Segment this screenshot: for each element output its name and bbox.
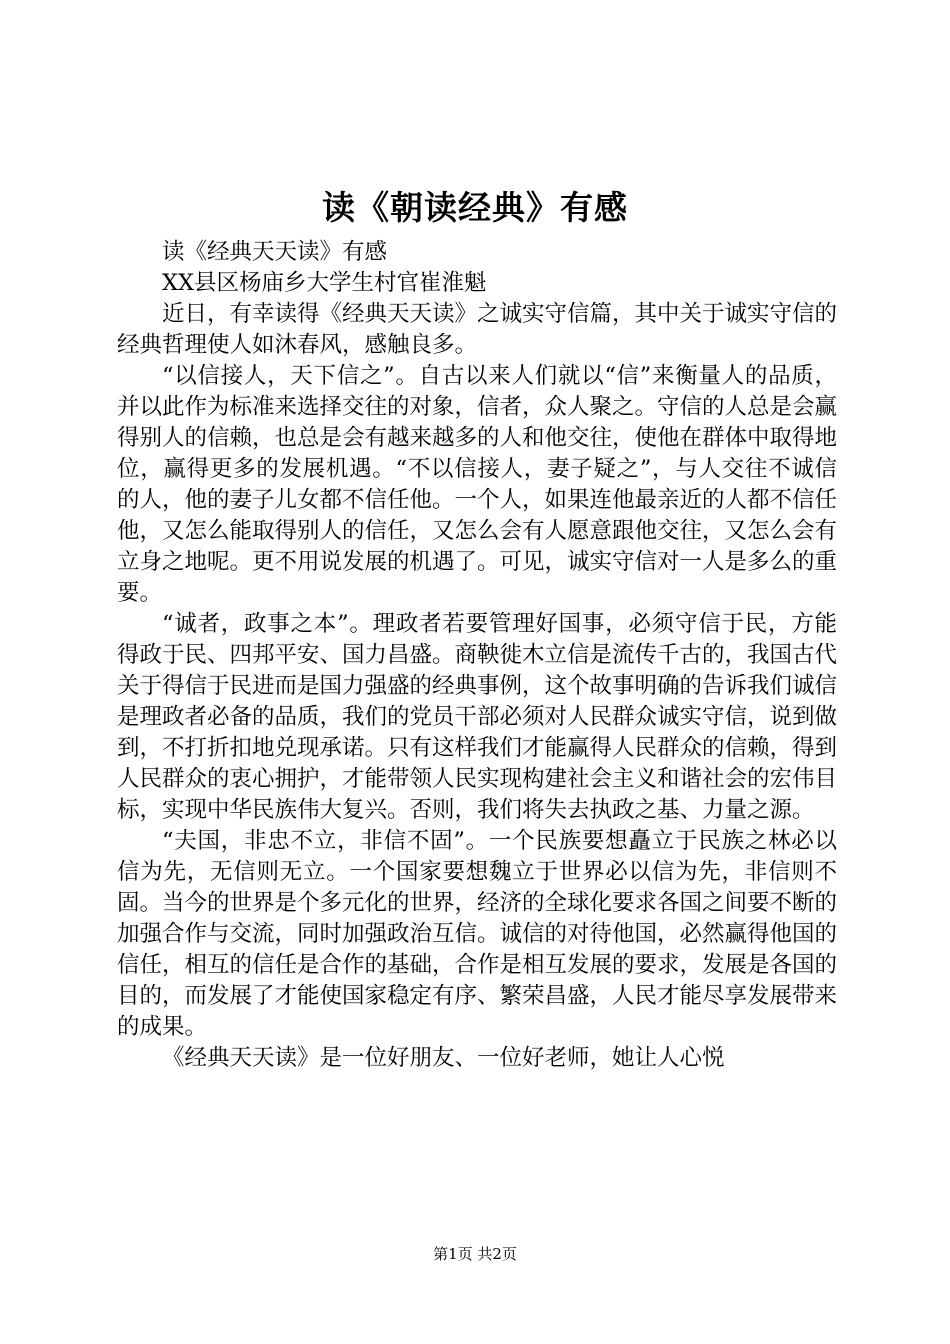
body-paragraph: “以信接人，天下信之”。自古以来人们就以“信”来衡量人的品质，并以此作为标准来选择交往的对象，信者，众人聚之。守信的人总是会赢得别人的信赖，也总是会有越来越多的人和他交往，使他在群体中取得地位，赢得更多的发展机遇。“不以信接人，妻子疑之”，与人交往不诚信的人，他的妻子儿女都不信任他。一个人，如果连他最亲近的人都不信任他，又怎么能取得别人的信任，又怎么会有人愿意跟他交往，又怎么会有立身之地呢。更不用说发展的机遇了。可见，诚实守信对一人是多么的重要。 bbox=[117, 363, 838, 606]
body-paragraph: 《经典天天读》是一位好朋友、一位好老师，她让人心悦 bbox=[162, 1045, 725, 1071]
subtitle-paragraph: 读《经典天天读》有感 bbox=[162, 239, 388, 265]
body-paragraph: “诚者，政事之本”。理政者若要管理好国事，必须守信于民，方能得政于民、四邦平安、国力昌盛。商鞅徙木立信是流传千古的，我国古代关于得信于民进而是国力强盛的经典事例，这个故事明确的告诉我们诚信是理政者必备的品质，我们的党员干部必须对人民群众诚实守信，说到做到，不打折扣地兑现承诺。只有这样我们才能赢得人民群众的信赖，得到人民群众的衷心拥护，才能带领人民实现构建社会主义和谐社会的宏伟目标，实现中华民族伟大复兴。否则，我们将失去执政之基、力量之源。 bbox=[117, 611, 838, 823]
body-paragraph: “夫国，非忠不立，非信不固”。一个民族要想矗立于民族之林必以信为先，无信则无立。一个国家要想魏立于世界必以信为先，非信则不固。当今的世界是个多元化的世界，经济的全球化要求各国之间要不断的加强合作与交流，同时加强政治互信。诚信的对待他国，必然赢得他国的信任，相互的信任是合作的基础，合作是相互发展的要求，发展是各国的目的，而发展了才能使国家稳定有序、繁荣昌盛，人民才能尽享发展带来的成果。 bbox=[117, 828, 838, 1040]
document-title: 读《朝读经典》有感 bbox=[322, 188, 628, 227]
author-line: XX县区杨庙乡大学生村官崔淮魁 bbox=[162, 270, 487, 296]
page-footer: 第1页 共2页 bbox=[433, 1245, 517, 1263]
body-paragraph: 近日，有幸读得《经典天天读》之诚实守信篇，其中关于诚实守信的经典哲理使人如沐春风，感触良多。 bbox=[117, 301, 838, 358]
document-body bbox=[117, 237, 837, 1074]
